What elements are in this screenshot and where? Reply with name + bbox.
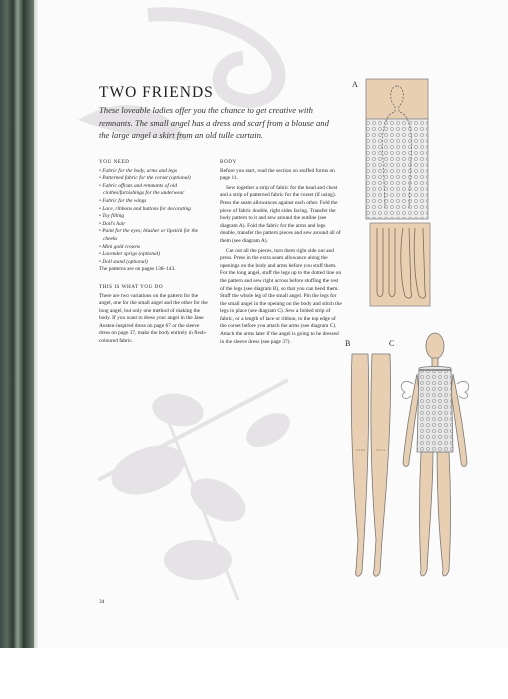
diagram-b-legs — [348, 350, 394, 580]
body-column — [220, 159, 342, 348]
diagram-c-assembled-body — [395, 332, 475, 582]
diagram-b-label: B — [345, 339, 351, 348]
list-item: • Lavender sprigs (optional) — [99, 251, 161, 258]
book-spine — [0, 0, 34, 648]
method-text: There are two variations on the pattern for the angel, one for the small angel and the other for the long angel, but only one method of making the body. If you want to dress your angel in the Jane Austen-inspired dress on page 67 or the sleeve dress on page 37, make the body entirely in flesh-coloured fabric. — [99, 292, 208, 345]
diagram-a-label: A — [352, 80, 358, 89]
list-item: • Lace, ribbons and buttons for decorating — [99, 205, 191, 212]
body-para-3: Cut out all the pieces, turn them right side out and press. Press in the extra seam allowance along the openings on the body and arms before you stuff them. For the long angel, stuff the legs up to the dotted line on the pattern and sew right across before stuffing the rest of the legs (see diagram B), so that you can bend them. Stuff the whole leg of the small angel. Pin the legs for the small angel in the opening on the body and stitch the legs in place (see diagram C). Sew a folded strip of fabric, or a length of lace or ribbon, to the top edge of the corset before you attach the arms (see diagram C). Attach the arms later if the angel is going to be dressed in the sleeve dress (see page 37). — [220, 247, 342, 345]
diagram-a-limbs-pattern — [369, 222, 431, 307]
scan-margin — [0, 648, 508, 699]
body-para-1: Before you start, read the section on stuffed forms on page 11. — [220, 167, 335, 182]
patterns-note: The patterns are on pages 138–143. — [99, 266, 176, 273]
list-item: • Toy filling — [99, 213, 125, 220]
intro-text: These loveable ladies offer you the chance to get creative with remnants. The small angel has a dress and scarf from a blouse and the large angel a skirt from an old tulle curtain. — [99, 105, 329, 140]
body-heading: BODY — [220, 159, 237, 165]
list-item: • Doll's hair — [99, 220, 126, 227]
list-item: • Fabric for the body, arms and legs — [99, 167, 177, 174]
diagram-c-label: C — [389, 339, 395, 348]
list-item: • Fabric for the wings — [99, 197, 147, 204]
method-heading: THIS IS WHAT YOU DO — [99, 283, 164, 290]
diagram-a-body-pattern — [365, 78, 429, 220]
list-item: • Patterned fabric for the corset (optional) — [99, 175, 191, 182]
list-item: • Paint for the eyes; blusher or lipstick for the cheeks — [99, 228, 199, 242]
body-para-2: Sew together a strip of fabric for the head and chest and a strip of patterned fabric for the corset (if using). Press the seam allowances against each other. Fold the piece of fabric double, right sides facing. Transfer the body pattern to it and sew around the outline (see diagram A). Fold the fabric for the arms and legs double, transfer the pattern pieces and sew around all of them (see diagram A). — [220, 184, 341, 244]
materials-list — [99, 168, 211, 267]
page-title: TWO FRIENDS — [99, 84, 214, 101]
list-item: • Mini gold crowns — [99, 243, 141, 250]
materials-column — [99, 159, 211, 348]
list-item: • Doll stand (optional) — [99, 258, 148, 265]
you-need-heading: YOU NEED — [99, 159, 130, 165]
page-number: 34 — [99, 599, 105, 605]
list-item: • Fabric offcuts and remnants of old clothes/furnishings for the underwear — [99, 182, 185, 197]
